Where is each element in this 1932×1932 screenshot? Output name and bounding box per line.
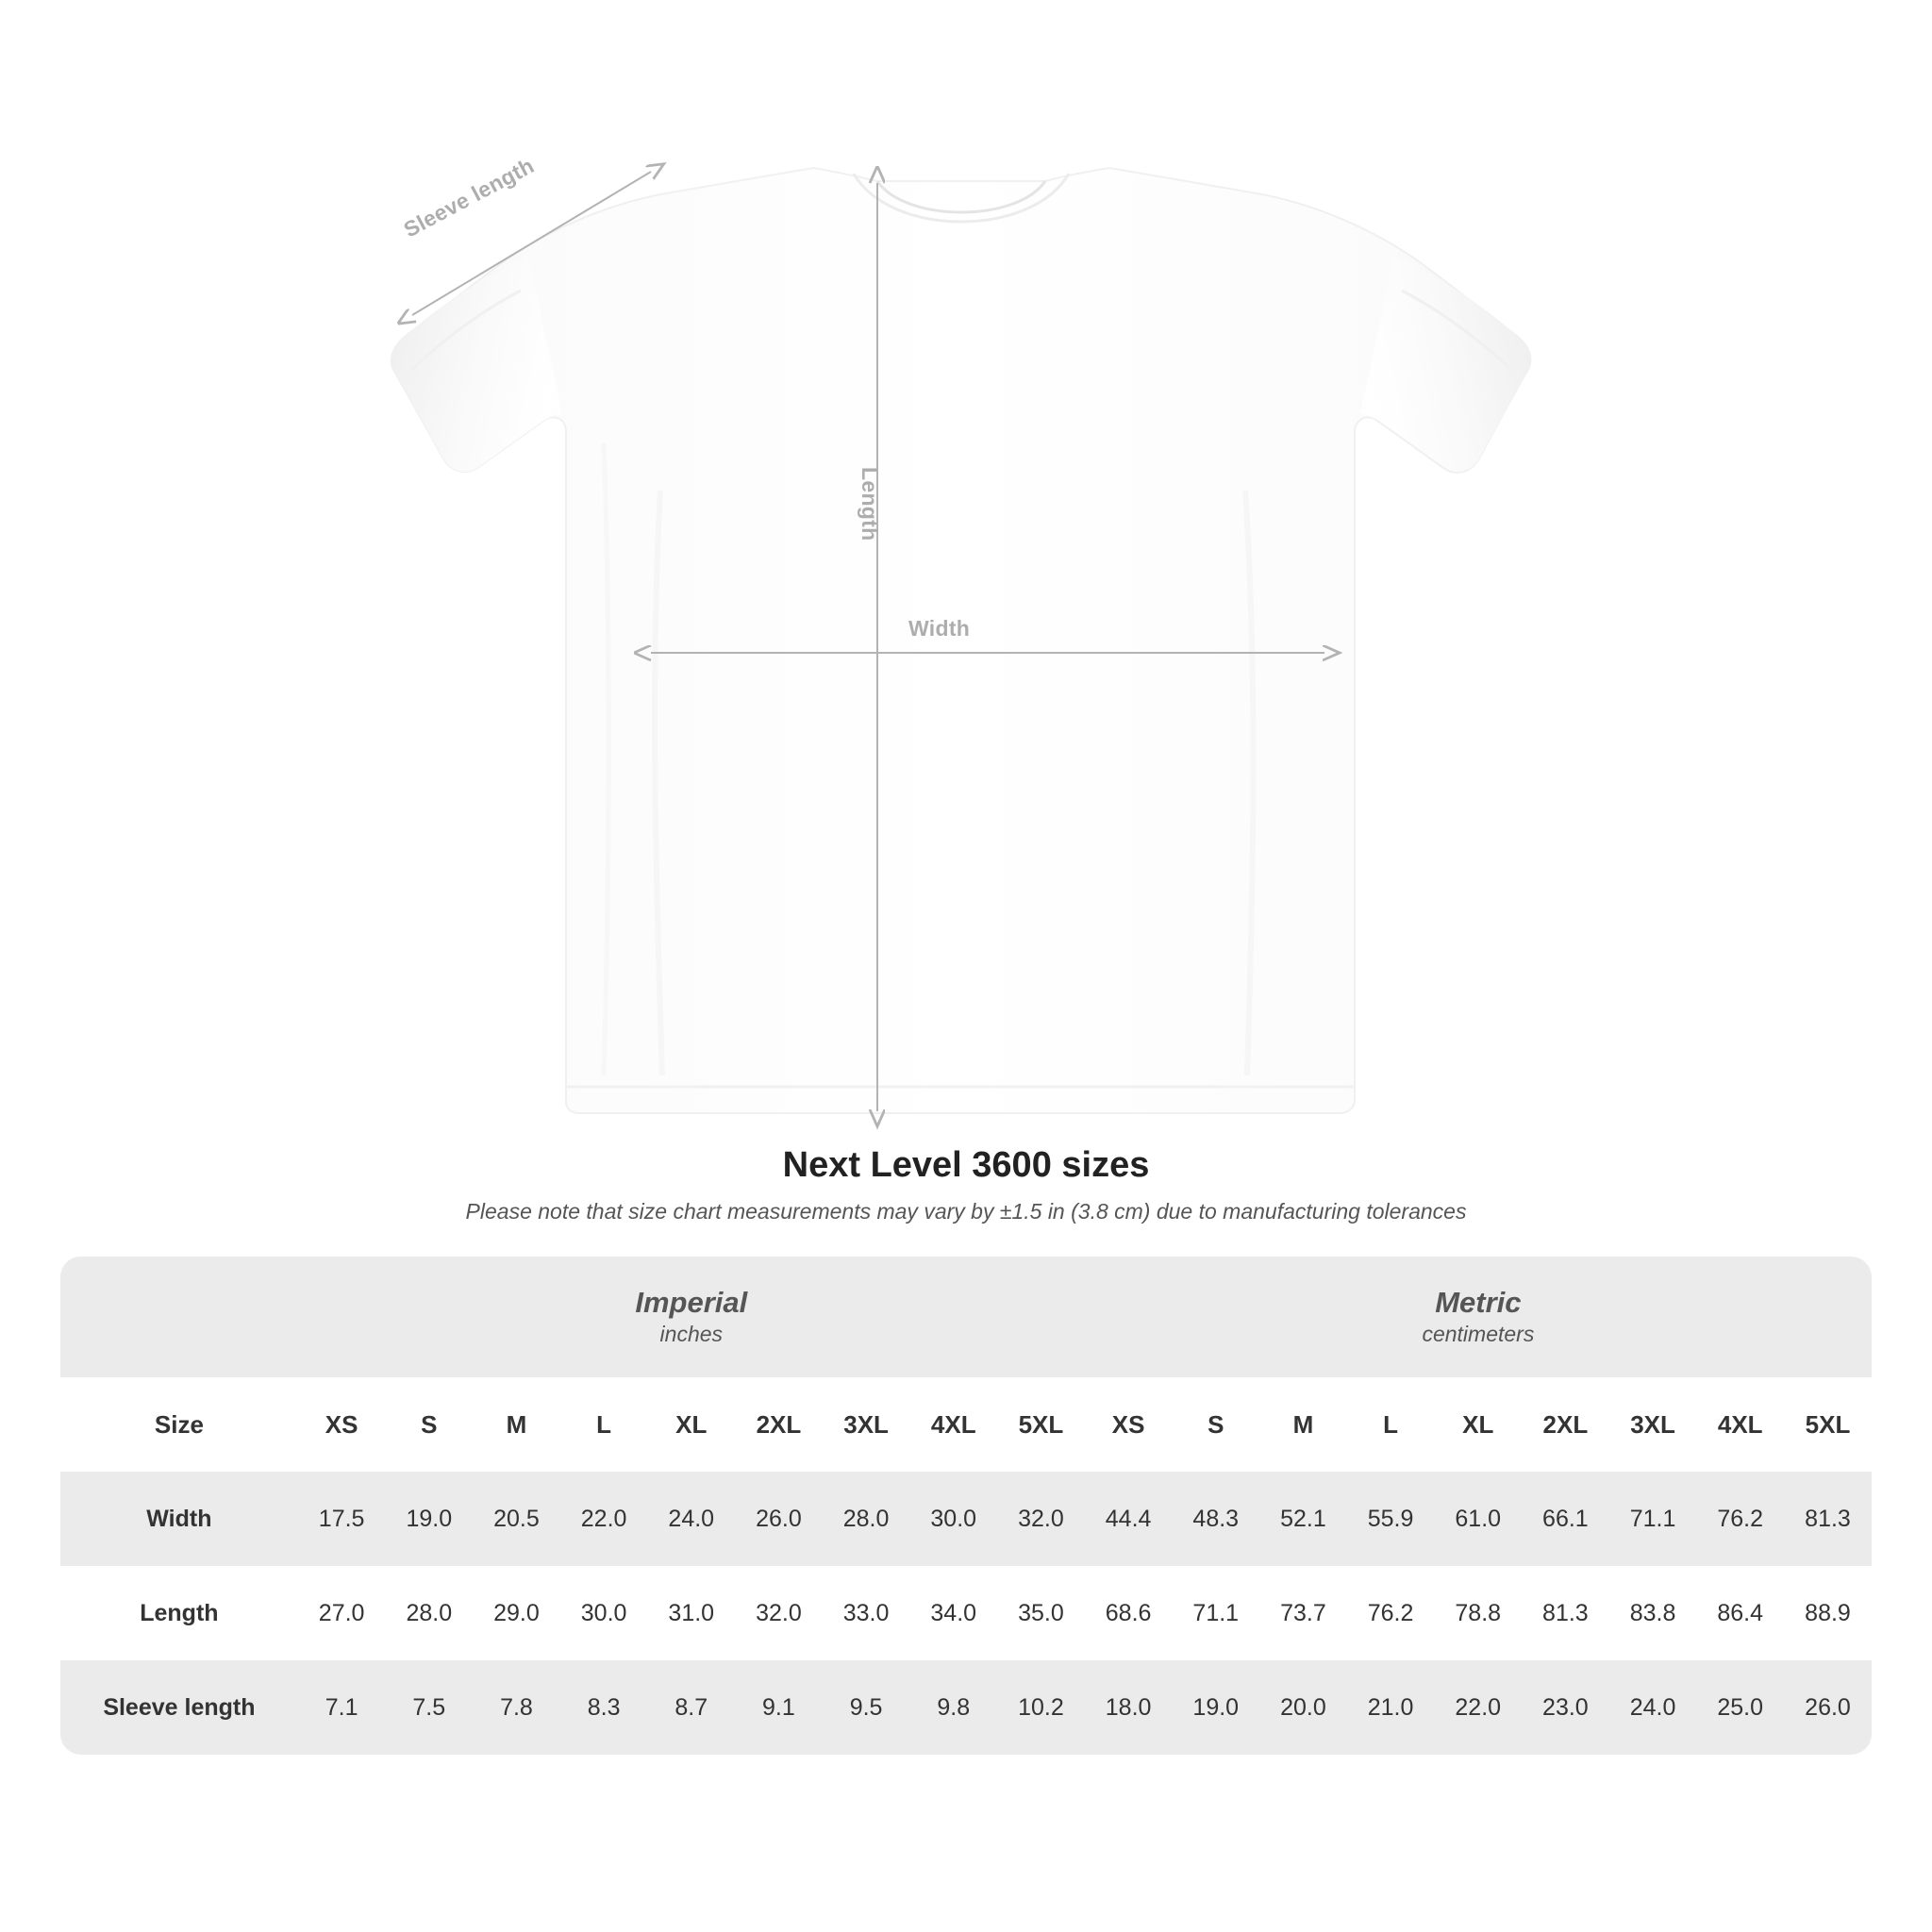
sleeve-imperial-5xl: 10.2 — [997, 1660, 1085, 1755]
sleeve-imperial-m: 7.8 — [473, 1660, 560, 1755]
sleeve-imperial-l: 8.3 — [560, 1660, 648, 1755]
size-cell-metric-m: M — [1259, 1377, 1347, 1472]
sleeve-metric-2xl: 23.0 — [1522, 1660, 1609, 1755]
width-label: Width — [908, 616, 971, 641]
sleeve-metric-xl: 22.0 — [1434, 1660, 1522, 1755]
size-cell-imperial-xl: XL — [647, 1377, 735, 1472]
width-imperial-l: 22.0 — [560, 1472, 648, 1566]
length-imperial-xl: 31.0 — [647, 1566, 735, 1660]
sleeve-imperial-4xl: 9.8 — [909, 1660, 997, 1755]
length-imperial-m: 29.0 — [473, 1566, 560, 1660]
width-imperial-s: 19.0 — [385, 1472, 473, 1566]
unit-header-metric — [1085, 1257, 1872, 1377]
size-cell-imperial-l: L — [560, 1377, 648, 1472]
length-metric-m: 73.7 — [1259, 1566, 1347, 1660]
size-table — [60, 1257, 1872, 1755]
page-title: Next Level 3600 sizes — [782, 1145, 1150, 1185]
size-cell-imperial-4xl: 4XL — [909, 1377, 997, 1472]
length-imperial-s: 28.0 — [385, 1566, 473, 1660]
length-metric-2xl: 81.3 — [1522, 1566, 1609, 1660]
width-metric-s: 48.3 — [1172, 1472, 1259, 1566]
unit-header-imperial — [298, 1257, 1085, 1377]
size-cell-imperial-5xl: 5XL — [997, 1377, 1085, 1472]
size-cell-metric-l: L — [1347, 1377, 1435, 1472]
length-imperial-3xl: 33.0 — [823, 1566, 910, 1660]
sleeve-metric-5xl: 26.0 — [1784, 1660, 1872, 1755]
width-imperial-5xl: 32.0 — [997, 1472, 1085, 1566]
width-metric-xl: 61.0 — [1434, 1472, 1522, 1566]
length-metric-3xl: 83.8 — [1609, 1566, 1697, 1660]
length-metric-l: 76.2 — [1347, 1566, 1435, 1660]
sleeve-metric-s: 19.0 — [1172, 1660, 1259, 1755]
sleeve-imperial-3xl: 9.5 — [823, 1660, 910, 1755]
row-label-length: Length — [60, 1566, 298, 1660]
imperial-sub: inches — [659, 1322, 724, 1347]
unit-header-corner — [60, 1257, 298, 1377]
width-metric-4xl: 76.2 — [1696, 1472, 1784, 1566]
sleeve-length-label: Sleeve length — [399, 153, 539, 242]
length-metric-xl: 78.8 — [1434, 1566, 1522, 1660]
sleeve-metric-l: 21.0 — [1347, 1660, 1435, 1755]
sleeve-metric-xs: 18.0 — [1085, 1660, 1173, 1755]
size-row-header: Size — [60, 1377, 298, 1472]
length-metric-s: 71.1 — [1172, 1566, 1259, 1660]
length-imperial-xs: 27.0 — [298, 1566, 386, 1660]
size-cell-metric-4xl: 4XL — [1696, 1377, 1784, 1472]
sleeve-imperial-2xl: 9.1 — [735, 1660, 823, 1755]
sleeve-imperial-xs: 7.1 — [298, 1660, 386, 1755]
tolerance-note: Please note that size chart measurements may vary by ±1.5 in (3.8 cm) due to manufacturing tolerances — [465, 1199, 1467, 1224]
width-imperial-2xl: 26.0 — [735, 1472, 823, 1566]
size-cell-metric-3xl: 3XL — [1609, 1377, 1697, 1472]
row-label-sleeve-length: Sleeve length — [60, 1660, 298, 1755]
width-metric-3xl: 71.1 — [1609, 1472, 1697, 1566]
width-imperial-4xl: 30.0 — [909, 1472, 997, 1566]
sleeve-imperial-xl: 8.7 — [647, 1660, 735, 1755]
width-metric-5xl: 81.3 — [1784, 1472, 1872, 1566]
length-imperial-l: 30.0 — [560, 1566, 648, 1660]
width-metric-m: 52.1 — [1259, 1472, 1347, 1566]
size-cell-metric-2xl: 2XL — [1522, 1377, 1609, 1472]
sleeve-imperial-s: 7.5 — [385, 1660, 473, 1755]
sleeve-metric-m: 20.0 — [1259, 1660, 1347, 1755]
width-imperial-xl: 24.0 — [647, 1472, 735, 1566]
width-metric-2xl: 66.1 — [1522, 1472, 1609, 1566]
width-imperial-3xl: 28.0 — [823, 1472, 910, 1566]
width-imperial-m: 20.5 — [473, 1472, 560, 1566]
length-imperial-5xl: 35.0 — [997, 1566, 1085, 1660]
length-metric-4xl: 86.4 — [1696, 1566, 1784, 1660]
sleeve-metric-3xl: 24.0 — [1609, 1660, 1697, 1755]
size-table-wrapper — [60, 1257, 1872, 1755]
sleeve-metric-4xl: 25.0 — [1696, 1660, 1784, 1755]
size-cell-imperial-3xl: 3XL — [823, 1377, 910, 1472]
size-cell-metric-xs: XS — [1085, 1377, 1173, 1472]
width-metric-l: 55.9 — [1347, 1472, 1435, 1566]
width-imperial-xs: 17.5 — [298, 1472, 386, 1566]
width-metric-xs: 44.4 — [1085, 1472, 1173, 1566]
unit-header-row — [60, 1257, 1872, 1377]
size-cell-imperial-xs: XS — [298, 1377, 386, 1472]
size-header-row — [60, 1377, 1872, 1472]
size-cell-metric-5xl: 5XL — [1784, 1377, 1872, 1472]
length-label: Length — [858, 467, 882, 541]
length-metric-5xl: 88.9 — [1784, 1566, 1872, 1660]
metric-sub: centimeters — [1422, 1322, 1535, 1347]
length-imperial-2xl: 32.0 — [735, 1566, 823, 1660]
length-metric-xs: 68.6 — [1085, 1566, 1173, 1660]
imperial-name: Imperial — [635, 1285, 748, 1319]
table-row-sleeve-length — [60, 1660, 1872, 1755]
row-label-width: Width — [60, 1472, 298, 1566]
size-cell-metric-xl: XL — [1434, 1377, 1522, 1472]
size-cell-imperial-2xl: 2XL — [735, 1377, 823, 1472]
size-cell-imperial-m: M — [473, 1377, 560, 1472]
table-row-width — [60, 1472, 1872, 1566]
size-cell-imperial-s: S — [385, 1377, 473, 1472]
title-block — [0, 1145, 1932, 1224]
length-imperial-4xl: 34.0 — [909, 1566, 997, 1660]
size-cell-metric-s: S — [1172, 1377, 1259, 1472]
table-row-length — [60, 1566, 1872, 1660]
metric-name: Metric — [1435, 1285, 1522, 1319]
